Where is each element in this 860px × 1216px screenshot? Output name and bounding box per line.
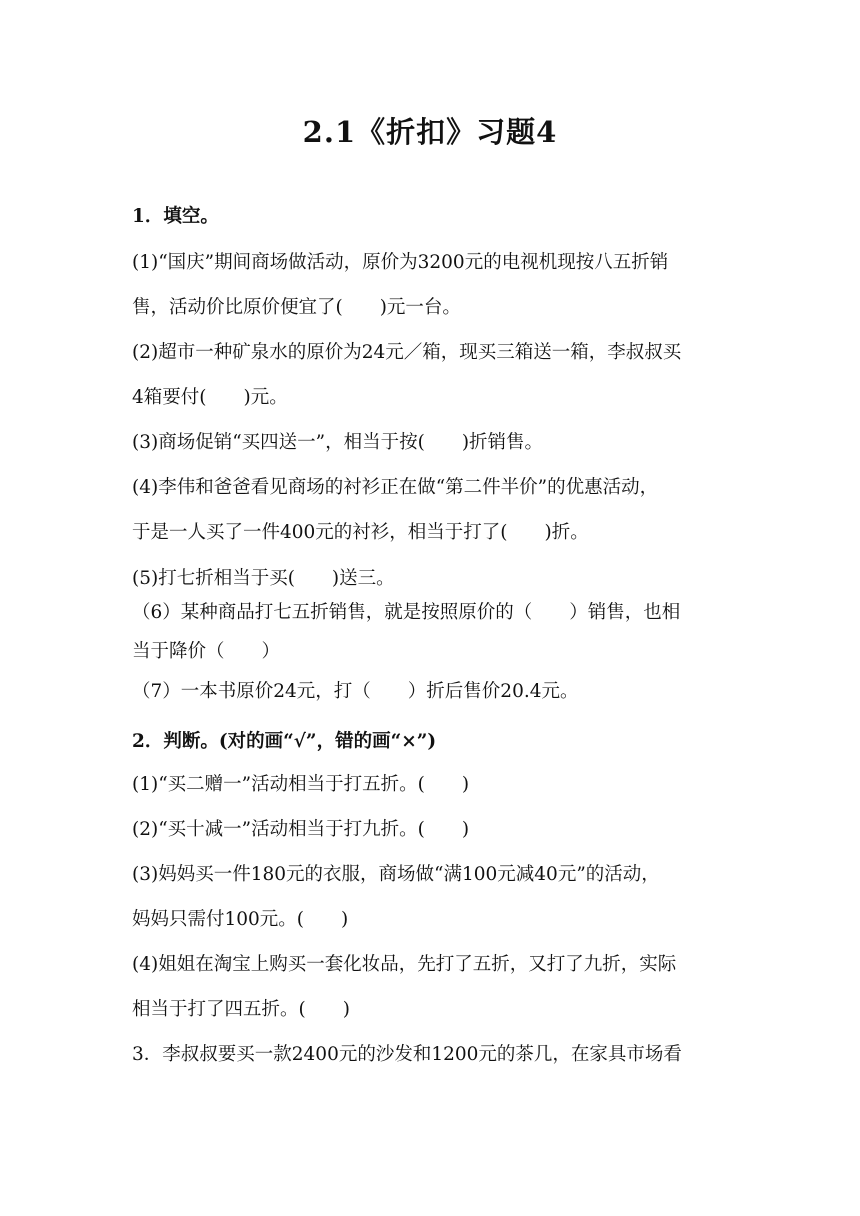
question-1-1-line-1: (1)“国庆”期间商场做活动，原价为3200元的电视机现按八五折销 bbox=[132, 252, 669, 273]
question-1-6-line-2: 当于降价（ ） bbox=[132, 641, 281, 662]
section-1-heading: 1．填空。 bbox=[132, 206, 219, 227]
question-1-2-line-1: (2)超市一种矿泉水的原价为24元／箱，现买三箱送一箱，李叔叔买 bbox=[132, 342, 682, 363]
question-3-line-1: 3．李叔叔要买一款2400元的沙发和1200元的茶几，在家具市场看 bbox=[132, 1044, 682, 1065]
question-2-2: (2)“买十减一”活动相当于打九折。( ) bbox=[132, 819, 470, 840]
section-2-heading: 2．判断。(对的画“√”，错的画“×”) bbox=[132, 731, 437, 752]
question-1-1-line-2: 售，活动价比原价便宜了( )元一台。 bbox=[132, 297, 461, 318]
question-2-1: (1)“买二赠一”活动相当于打五折。( ) bbox=[132, 774, 470, 795]
question-1-2-line-2: 4箱要付( )元。 bbox=[132, 387, 288, 408]
question-1-4-line-1: (4)李伟和爸爸看见商场的衬衫正在做“第二件半价”的优惠活动， bbox=[132, 477, 659, 498]
question-1-6-line-1: （6）某种商品打七五折销售，就是按照原价的（ ）销售，也相 bbox=[132, 602, 681, 623]
question-2-3-line-1: (3)妈妈买一件180元的衣服，商场做“满100元减40元”的活动， bbox=[132, 864, 660, 885]
question-1-4-line-2: 于是一人买了一件400元的衬衫，相当于打了( )折。 bbox=[132, 522, 589, 543]
question-1-5: (5)打七折相当于买( )送三。 bbox=[132, 568, 395, 589]
question-2-4-line-2: 相当于打了四五折。( ) bbox=[132, 999, 350, 1020]
question-2-3-line-2: 妈妈只需付100元。( ) bbox=[132, 909, 349, 930]
question-1-7: （7）一本书原价24元，打（ ）折后售价20.4元。 bbox=[132, 681, 579, 702]
page-title: 2.1《折扣》习题4 bbox=[302, 115, 558, 149]
question-2-4-line-1: (4)姐姐在淘宝上购买一套化妆品，先打了五折，又打了九折，实际 bbox=[132, 954, 677, 975]
question-1-3: (3)商场促销“买四送一”，相当于按( )折销售。 bbox=[132, 432, 544, 453]
